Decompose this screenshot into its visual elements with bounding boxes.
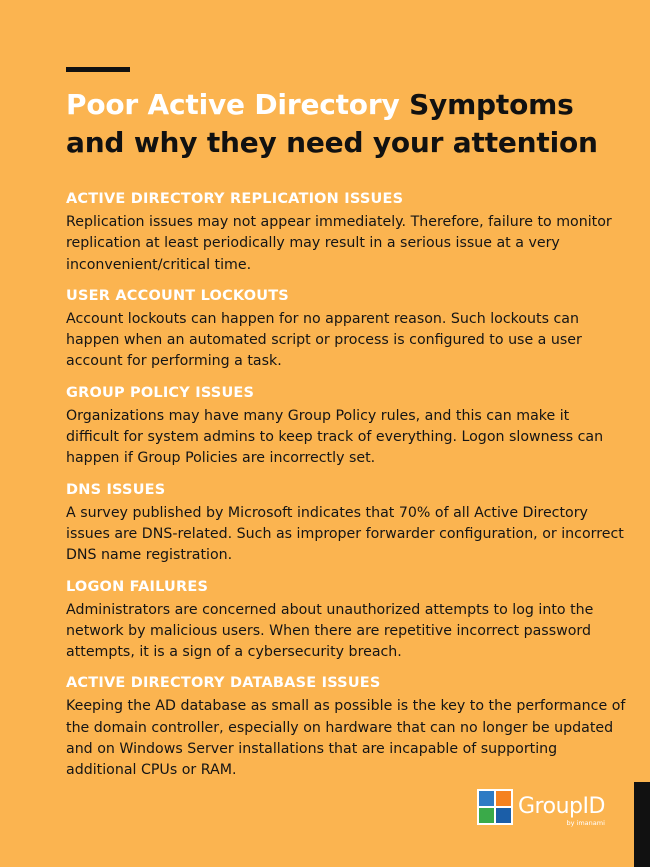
page-title [66,86,626,162]
section-body: Replication issues may not appear immediately. Therefore, failure to monitor replication at least periodically may result in a serious issue at a very inconvenient/critical time. [66,214,612,273]
section-body: Administrators are concerned about unauthorized attempts to log into the network by malicious users. When there are repetitive incorrect password attempts, it is a sign of a cybersecurity breach. [66,601,594,661]
accent-bar [66,67,130,72]
section-body: Organizations may have many Group Policy rules, and this can make it difficult for system admins to keep track of everything. Logon slowness can happen if Group Policies are incorrectly set. [66,407,604,467]
groupid-logo [477,787,605,827]
symptoms-list [66,188,626,791]
groupid-logo-icon [477,789,513,825]
section-dns [66,479,626,567]
section-account-lockouts [66,285,626,373]
section-logon-failures [66,576,626,664]
section-group-policy [66,382,626,470]
section-body: Keeping the AD database as small as possible is the key to the performance of the domain controller, especially on hardware that can no longer be updated and on Windows Server installations that are incapable of supporting additional CPUs or RAM. [66,698,626,779]
section-body: A survey published by Microsoft indicates that 70% of all Active Directory issues are DNS-related. Such as improper forwarder configuration, or incorrect DNS name registration. [66,504,624,564]
section-heading: GROUP POLICY ISSUES [66,384,255,401]
title-rest: Symptoms and why they need your attention [66,88,598,159]
title-highlight: Poor Active Directory [66,88,400,121]
section-replication [66,188,626,276]
section-heading: DNS ISSUES [66,481,166,498]
section-heading: USER ACCOUNT LOCKOUTS [66,287,289,304]
section-heading: ACTIVE DIRECTORY REPLICATION ISSUES [66,191,404,207]
logo-text [518,794,605,827]
section-database [66,672,626,781]
section-heading: LOGON FAILURES [66,578,209,595]
section-heading: ACTIVE DIRECTORY DATABASE ISSUES [66,675,381,692]
logo-name: GroupID [518,794,605,819]
corner-strip [634,782,650,867]
section-body: Account lockouts can happen for no apparent reason. Such lockouts can happen when an automated script or process is configured to use a user account for performing a task. [66,310,582,370]
logo-subtitle: by imanami [566,819,605,827]
